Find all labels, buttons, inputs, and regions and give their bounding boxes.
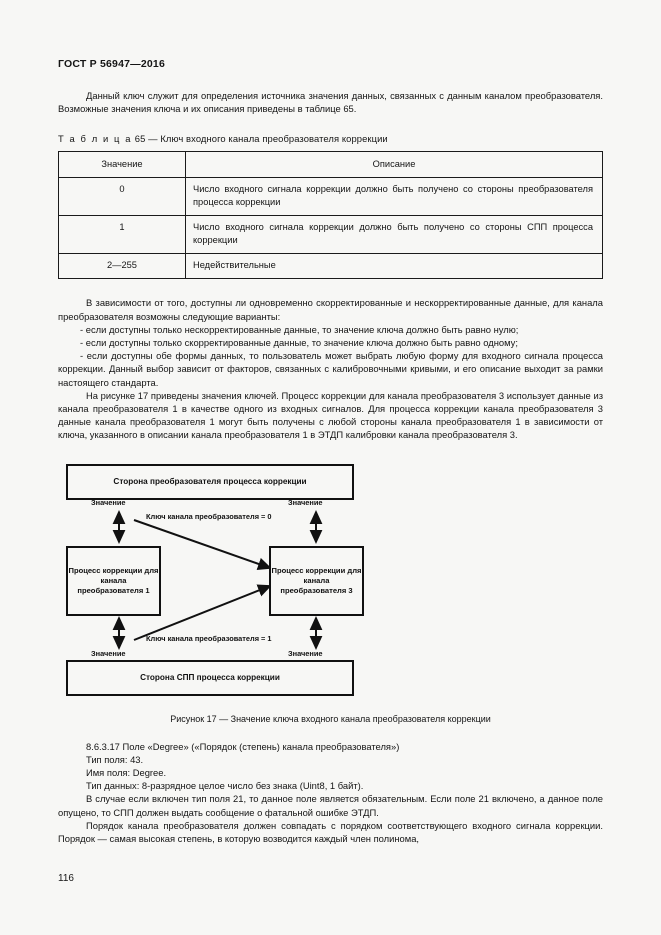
table-caption-dash: — [148, 133, 158, 145]
section-heading: 8.6.3.17 Поле «Degree» («Порядок (степень) канала преобразователя») [86, 740, 400, 752]
table-header-value: Значение [59, 152, 186, 178]
table-caption-number: 65 [134, 133, 146, 145]
figure-box-process-channel-1: Процесс коррекции для канала преобразователя 1 [66, 546, 161, 616]
body-paragraph-2: - если доступны только нескорректированные данные, то значение ключа должно быть равно нулю; [80, 323, 519, 335]
table-row [59, 178, 603, 216]
figure-label-value-bottom-right: Значение [288, 648, 323, 658]
figure-box-transducer-side: Сторона преобразователя процесса коррекции [66, 464, 354, 500]
figure-caption: Рисунок 17 — Значение ключа входного канала преобразователя коррекции [170, 713, 491, 724]
section-field-name: Имя поля: Degree. [86, 767, 167, 779]
intro-paragraph: Данный ключ служит для определения источника значения данных, связанных с данным каналом преобразователя. Возможные значения ключа и их описания приведены в таблице 65. [58, 90, 603, 115]
figure-label-key-zero: Ключ канала преобразователя = 0 [146, 511, 272, 521]
table-header-row [59, 152, 603, 178]
table-cell-description: Число входного сигнала коррекции должно быть получено со стороны СПП процесса коррекции [186, 216, 603, 254]
figure-label-value-top-right: Значение [288, 497, 323, 507]
figure-box-process-channel-3: Процесс коррекции для канала преобразователя 3 [269, 546, 364, 616]
figure-box-spp-side: Сторона СПП процесса коррекции [66, 660, 354, 696]
table-caption [58, 133, 603, 144]
section-data-type: Тип данных: 8-разрядное целое число без знака (Uint8, 1 байт). [86, 780, 364, 792]
page-number: 116 [58, 873, 74, 884]
table-cell-description: Недействительные [186, 254, 603, 279]
table-cell-value: 2—255 [59, 254, 186, 279]
table-row [59, 254, 603, 279]
figure-label-key-one: Ключ канала преобразователя = 1 [146, 633, 272, 643]
body-paragraph-4: - если доступны обе формы данных, то пользователь может выбрать любую форму для входного сигнала процесса коррекции. Данный выбор зависит от факторов, связанных с калибровочными кривыми, и его описание выходит за рамки настоящего стандарта. [58, 350, 603, 388]
table-cell-value: 0 [59, 178, 186, 216]
running-head: ГОСТ Р 56947—2016 [58, 58, 166, 70]
table-cell-value: 1 [59, 216, 186, 254]
body-paragraph-3: - если доступны только скорректированные данные, то значение ключа должно быть равно одному; [80, 337, 518, 349]
table-header-description: Описание [186, 152, 603, 178]
body-paragraph-1: В зависимости от того, доступны ли одновременно скорректированные и нескорректированные данные, для канала преобразователя возможны следующие варианты: [58, 297, 603, 322]
section-paragraph-2: Порядок канала преобразователя должен совпадать с порядком соответствующего входного сигнала коррекции. Порядок — самая высокая степень, в которую возводится каждый член полинома, [58, 819, 603, 845]
section-field-type: Тип поля: 43. [86, 753, 144, 765]
body-paragraph-5: На рисунке 17 приведены значения ключей. Процесс коррекции для канала преобразователя 3 использует данные из канала преобразователя 1 в качестве одного из входных сигналов. Для процесса коррекции канала преобразователя 3 данные канала преобразователя 1 могут быть получены с любой стороны канала преобразователя 1 в зависимости от ключа, указанного в описании канала преобразователя 1 в ЭТДП калибровки канала преобразователя 3. [58, 389, 603, 441]
table-caption-label: Т а б л и ц а [58, 133, 133, 145]
section-paragraph-1: В случае если включен тип поля 21, то данное поле является обязательным. Если поле 21 включено, а данное поле опущено, то СПП должен выдать сообщение о фатальной ошибке ЭТДП. [58, 793, 603, 818]
figure-label-value-top-left: Значение [91, 497, 126, 507]
table-cell-description: Число входного сигнала коррекции должно быть получено со стороны преобразователя процесса коррекции [186, 178, 603, 216]
page-content [58, 0, 603, 845]
table-65 [58, 151, 603, 279]
table-row [59, 216, 603, 254]
table-caption-title: Ключ входного канала преобразователя коррекции [160, 133, 388, 145]
figure-label-value-bottom-left: Значение [91, 648, 126, 658]
figure-17 [58, 458, 603, 710]
